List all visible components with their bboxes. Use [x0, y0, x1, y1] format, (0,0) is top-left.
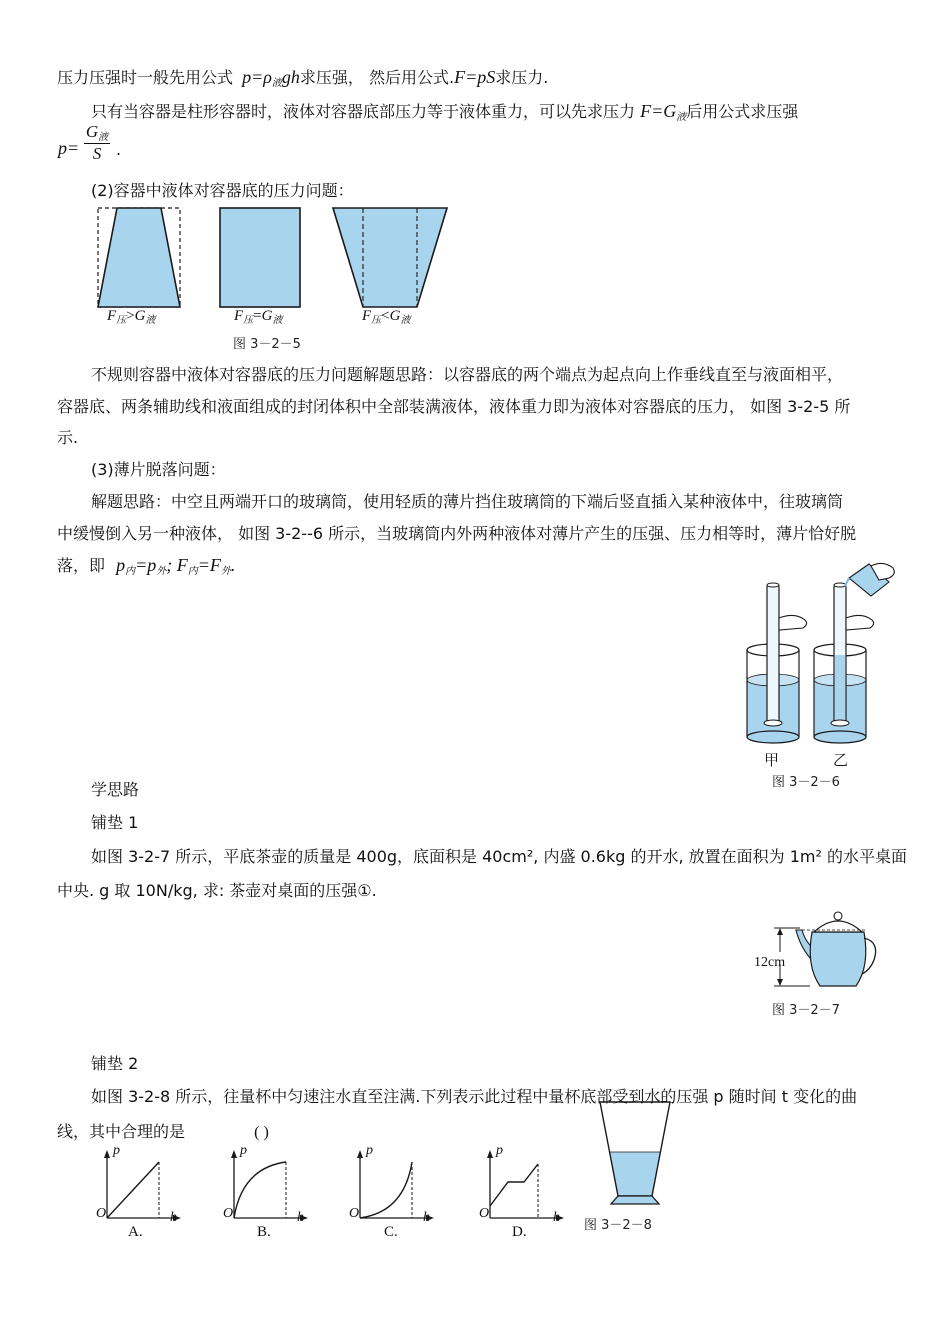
answer-blank[interactable]: ( ) [254, 1124, 269, 1141]
para4-line-1: 解题思路：中空且两端开口的玻璃筒，使用轻质的薄片挡住玻璃筒的下端后竖直插入某种液体中，往玻璃筒 [91, 492, 844, 511]
pudian1-title: 铺垫 1 [91, 813, 139, 832]
graph-a-option[interactable]: A. [128, 1224, 143, 1240]
pudian1-line-1: 如图 3-2-7 所示，平底茶壶的质量是 400g，底面积是 40cm², 内盛 0.6kg 的开水, 放置在面积为 1m² 的水平桌面 [91, 847, 908, 866]
container-1-liquid [98, 208, 180, 307]
fig326-label-a: 甲 [764, 751, 780, 769]
pudian1-line-2: 中央. g 取 10N/kg, 求: 茶壶对桌面的压强①. [57, 881, 377, 900]
graph-a-curve [107, 1162, 159, 1218]
formula-p: p [242, 67, 252, 87]
graph-c-y-label: p [366, 1143, 373, 1158]
formula-f: F=pS [454, 67, 496, 87]
para2-line: 只有当容器是柱形容器时，液体对容器底部压力等于液体重力，可以先求压力 $F=G_液$后用公式求压强 [91, 101, 799, 123]
container-2-liquid [220, 208, 300, 307]
teapot-body [810, 932, 866, 986]
graph-b-option[interactable]: B. [257, 1224, 271, 1240]
fig328-caption: 图 3－2－8 [584, 1218, 652, 1233]
para3-line-2: 容器底、两条辅助线和液面组成的封闭体积中全部装满液体，液体重力即为液体对容器底的压力， 如图 3-2-5 所 [57, 397, 851, 416]
container-3-liquid [333, 208, 447, 307]
graph-d-y-label: p [496, 1143, 503, 1158]
measuring-cup-water [610, 1152, 660, 1196]
fig325-label-1: $F_压>G_液$ [107, 308, 156, 326]
measuring-cup-base [611, 1196, 659, 1204]
fig327-caption: 图 3－2－7 [772, 1003, 840, 1018]
teapot-height-label: 12cm [754, 955, 786, 970]
figure-3-2-8 [597, 1100, 677, 1212]
graph-a-o-label: O [96, 1206, 107, 1221]
fig325-label-2: $F_压=G_液$ [234, 308, 283, 326]
pressure-fraction: $G_液$ S [85, 122, 109, 163]
fig326-caption: 图 3－2－6 [772, 775, 840, 790]
graph-d-x-label: h [553, 1210, 560, 1225]
graph-a-x-label: h [170, 1210, 177, 1225]
fig325-label-3: $F_压<G_液$ [362, 308, 411, 326]
para4-line-2: 中缓慢倒入另一种液体， 如图 3-2--6 所示，当玻璃筒内外两种液体对薄片产生的压强、压力相等时，薄片恰好脱 [57, 524, 857, 543]
figure-3-2-6 [745, 560, 905, 750]
graph-c-option[interactable]: C. [384, 1224, 398, 1240]
para3-line-3: 示. [57, 428, 79, 447]
tube-a [767, 585, 779, 725]
hand-b-icon [846, 615, 874, 630]
figure-3-2-7 [770, 908, 890, 993]
graph-d-o-label: O [479, 1206, 490, 1221]
pudian2-title: 铺垫 2 [91, 1054, 139, 1073]
hand-a-icon [779, 615, 807, 630]
graph-c-curve [360, 1162, 412, 1218]
fig325-caption: 图 3－2－5 [233, 337, 301, 352]
graph-b-curve [234, 1162, 286, 1218]
section-heading-3: (3)薄片脱落问题： [91, 460, 226, 479]
graph-d-curve [490, 1164, 538, 1206]
tube-b-liquid [835, 655, 845, 721]
graph-b-o-label: O [223, 1206, 234, 1221]
pudian2-line-1: 如图 3-2-8 所示，往量杯中匀速注水直至注满.下列表示此过程中量杯底部受到水的压强 p 随时间 t 变化的曲 [91, 1087, 858, 1106]
graph-d-option[interactable]: D. [512, 1224, 527, 1240]
graph-a-y-label: p [113, 1143, 120, 1158]
graph-b-y-label: p [240, 1143, 247, 1158]
graph-b-x-label: h [297, 1210, 304, 1225]
para3-line-1: 不规则容器中液体对容器底的压力问题解题思路：以容器底的两个端点为起点向上作垂线直至与液面相平， [91, 365, 844, 384]
graph-c-x-label: h [423, 1210, 430, 1225]
fig326-label-b: 乙 [833, 751, 849, 769]
xuesilu-heading: 学思路 [91, 780, 140, 799]
section-heading-2: (2)容器中液体对容器底的压力问题： [91, 181, 354, 200]
tube-b-sheet [831, 720, 849, 726]
para1-line: 压力压强时一般先用公式 $p=\rho_液gh$求压强， 然后用公式.F=pS求压力. [57, 67, 549, 89]
fraction-period: . [116, 140, 122, 159]
graph-c-o-label: O [349, 1206, 360, 1221]
para4-line-3: 落，即 $p_内=p_外$; $F_内=F_外$. [57, 555, 236, 577]
teapot-knob [834, 912, 842, 920]
tube-a-sheet [764, 720, 782, 726]
figure-3-2-5 [95, 205, 455, 315]
pudian2-line-2: 线，其中合理的是 ( ) [57, 1122, 269, 1141]
pressure-eq-lhs: p= [58, 138, 80, 158]
